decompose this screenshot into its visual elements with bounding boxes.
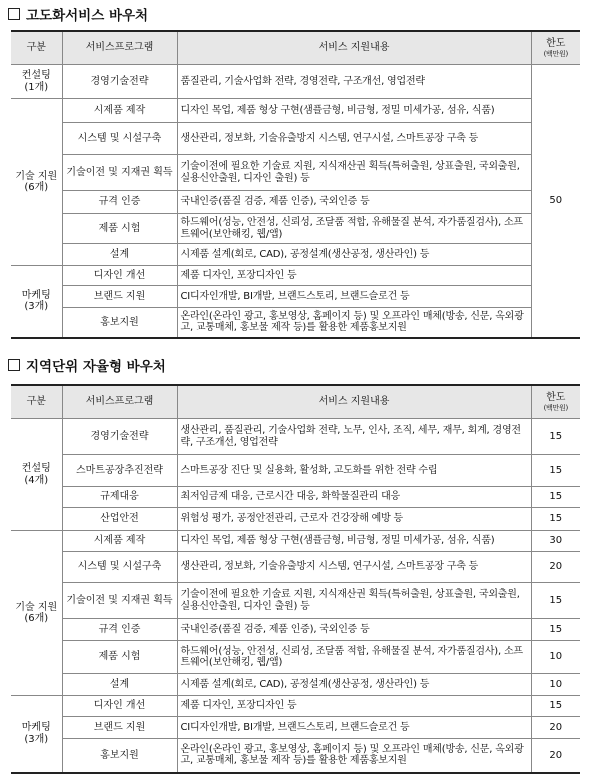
program-cell: 제품 시험 — [62, 641, 177, 674]
checkbox-square-icon — [8, 359, 20, 371]
table-row — [11, 531, 580, 552]
group-cell — [11, 696, 62, 773]
content-cell: CI디자인개발, BI개발, 브랜드스토리, 브랜드슬로건 등 — [177, 286, 531, 308]
content-cell: 디자인 목업, 제품 형상 구현(샘플금형, 비금형, 정밀 미세가공, 섬유, 식품) — [177, 531, 531, 552]
content-cell: 온라인(온라인 광고, 홍보영상, 홈페이지 등) 및 오프라인 매체(방송, 신문, 옥외광고, 교통매체, 홍보물 제작 등)를 활용한 제품홍보지원 — [177, 308, 531, 338]
section-title-text: 고도화서비스 바우처 — [26, 8, 149, 24]
group-name: 컨설팅 — [21, 463, 51, 474]
table-row — [11, 419, 580, 455]
group-count: (1개) — [24, 81, 49, 93]
limit-cell: 20 — [531, 552, 580, 583]
advanced-voucher-table — [11, 30, 580, 339]
program-cell: 디자인 개선 — [62, 266, 177, 286]
program-cell: 제품 시험 — [62, 214, 177, 244]
table-row — [11, 455, 580, 487]
limit-cell: 15 — [531, 508, 580, 531]
limit-cell: 15 — [531, 583, 580, 619]
content-cell: 기술이전에 필요한 기술료 지원, 지식재산권 획득(특허출원, 상표출원, 국외출원, 실용신안출원, 디자인 출원) 등 — [177, 155, 531, 191]
program-cell: 규격 인증 — [62, 619, 177, 641]
program-cell: 시제품 제작 — [62, 99, 177, 123]
program-cell: 기술이전 및 지재권 획득 — [62, 155, 177, 191]
content-cell: 제품 디자인, 포장디자인 등 — [177, 696, 531, 717]
group-name: 마케팅 — [21, 722, 51, 734]
table-row — [11, 717, 580, 739]
limit-cell: 15 — [531, 487, 580, 508]
program-cell: 규제대응 — [62, 487, 177, 508]
header-category: 구분 — [11, 31, 62, 65]
content-cell: 제품 디자인, 포장디자인 등 — [177, 266, 531, 286]
group-cell — [11, 99, 62, 266]
header-program: 서비스프로그램 — [62, 385, 177, 419]
table-row — [11, 65, 580, 99]
program-cell: 시제품 제작 — [62, 531, 177, 552]
table-row — [11, 619, 580, 641]
table-row — [11, 641, 580, 674]
program-cell: 홍보지원 — [62, 739, 177, 773]
group-count: (6개) — [24, 613, 49, 624]
program-cell: 브랜드 지원 — [62, 286, 177, 308]
group-count: (4개) — [24, 474, 49, 486]
header-content: 서비스 지원내용 — [177, 31, 531, 65]
group-count: (3개) — [24, 301, 49, 313]
limit-cell: 30 — [531, 531, 580, 552]
regional-voucher-table — [11, 384, 580, 774]
header-category: 구분 — [11, 385, 62, 419]
limit-cell: 10 — [531, 674, 580, 696]
header-limit — [531, 31, 580, 65]
table-row — [11, 155, 580, 191]
header-content: 서비스 지원내용 — [177, 385, 531, 419]
group-cell — [11, 266, 62, 338]
content-cell: 생산관리, 품질관리, 기술사업화 전략, 노무, 인사, 조직, 세무, 재무, 회계, 경영전략, 구조개선, 영업전략 — [177, 419, 531, 455]
table-row — [11, 487, 580, 508]
group-name: 기술 지원 — [15, 170, 58, 182]
program-cell: 시스템 및 시설구축 — [62, 552, 177, 583]
table-row — [11, 99, 580, 123]
header-limit-unit: (백만원) — [543, 49, 568, 58]
content-cell: 온라인(온라인 광고, 홍보영상, 홈페이지 등) 및 오프라인 매체(방송, 신문, 옥외광고, 교통매체, 홍보물 제작 등)를 활용한 제품홍보지원 — [177, 739, 531, 773]
table-row — [11, 552, 580, 583]
table-row — [11, 266, 580, 286]
content-cell: 디자인 목업, 제품 형상 구현(샘플금형, 비금형, 정밀 미세가공, 섬유, 식품) — [177, 99, 531, 123]
table-row — [11, 739, 580, 773]
section-title-advanced-voucher — [8, 4, 148, 24]
group-count: (3개) — [24, 733, 49, 745]
table-row — [11, 308, 580, 338]
group-name: 마케팅 — [21, 289, 51, 301]
content-cell: CI디자인개발, BI개발, 브랜드스토리, 브랜드슬로건 등 — [177, 717, 531, 739]
limit-cell: 15 — [531, 696, 580, 717]
program-cell: 기술이전 및 지재권 획득 — [62, 583, 177, 619]
table-row — [11, 696, 580, 717]
content-cell: 최저임금제 대응, 근로시간 대응, 화학물질관리 대응 — [177, 487, 531, 508]
content-cell: 시제품 설계(회로, CAD), 공정설계(생산공정, 생산라인) 등 — [177, 674, 531, 696]
content-cell: 하드웨어(성능, 안전성, 신뢰성, 조달품 적합, 유해물질 분석, 자가품질검사), 소프트웨어(보안해킹, 웹/앱) — [177, 641, 531, 674]
program-cell: 경영기술전략 — [62, 65, 177, 99]
checkbox-square-icon — [8, 8, 20, 20]
content-cell: 생산관리, 정보화, 기술유출방지 시스템, 연구시설, 스마트공장 구축 등 — [177, 123, 531, 155]
content-cell: 시제품 설계(회로, CAD), 공정설계(생산공정, 생산라인) 등 — [177, 244, 531, 266]
table-header-row — [11, 385, 580, 419]
header-limit — [531, 385, 580, 419]
section-title-regional-voucher — [8, 355, 166, 375]
header-limit-unit: (백만원) — [543, 403, 568, 412]
group-name: 기술 지원 — [15, 601, 58, 613]
program-cell: 스마트공장추진전략 — [62, 455, 177, 487]
table-row — [11, 583, 580, 619]
content-cell: 위험성 평가, 공정안전관리, 근로자 건강장해 예방 등 — [177, 508, 531, 531]
limit-cell: 20 — [531, 739, 580, 773]
program-cell: 디자인 개선 — [62, 696, 177, 717]
group-name: 컨설팅 — [21, 70, 51, 81]
program-cell: 홍보지원 — [62, 308, 177, 338]
limit-cell: 15 — [531, 455, 580, 487]
table-row — [11, 244, 580, 266]
table-row — [11, 286, 580, 308]
table-row — [11, 508, 580, 531]
program-cell: 산업안전 — [62, 508, 177, 531]
header-limit-label: 한도 — [546, 38, 566, 50]
program-cell: 시스템 및 시설구축 — [62, 123, 177, 155]
table-row — [11, 214, 580, 244]
program-cell: 설계 — [62, 674, 177, 696]
limit-cell: 10 — [531, 641, 580, 674]
content-cell: 국내인증(품질 검증, 제품 인증), 국외인증 등 — [177, 619, 531, 641]
content-cell: 생산관리, 정보화, 기술유출방지 시스템, 연구시설, 스마트공장 구축 등 — [177, 552, 531, 583]
table-row — [11, 123, 580, 155]
table-row — [11, 191, 580, 214]
content-cell: 하드웨어(성능, 안전성, 신뢰성, 조달품 적합, 유해물질 분석, 자가품질검사), 소프트웨어(보안해킹, 웹/앱) — [177, 214, 531, 244]
limit-cell: 15 — [531, 419, 580, 455]
group-count: (6개) — [24, 182, 49, 193]
content-cell: 국내인증(품질 검증, 제품 인증), 국외인증 등 — [177, 191, 531, 214]
header-limit-label: 한도 — [546, 392, 566, 404]
content-cell: 기술이전에 필요한 기술료 지원, 지식재산권 획득(특허출원, 상표출원, 국외출원, 실용신안출원, 디자인 출원) 등 — [177, 583, 531, 619]
program-cell: 경영기술전략 — [62, 419, 177, 455]
table-header-row — [11, 31, 580, 65]
content-cell: 품질관리, 기술사업화 전략, 경영전략, 구조개선, 영업전략 — [177, 65, 531, 99]
limit-cell: 20 — [531, 717, 580, 739]
program-cell: 설계 — [62, 244, 177, 266]
program-cell: 브랜드 지원 — [62, 717, 177, 739]
content-cell: 스마트공장 진단 및 실용화, 활성화, 고도화를 위한 전략 수립 — [177, 455, 531, 487]
group-cell — [11, 419, 62, 531]
group-cell — [11, 531, 62, 696]
limit-cell: 50 — [531, 65, 580, 338]
limit-cell: 15 — [531, 619, 580, 641]
program-cell: 규격 인증 — [62, 191, 177, 214]
header-program: 서비스프로그램 — [62, 31, 177, 65]
table-row — [11, 674, 580, 696]
section-title-text: 지역단위 자율형 바우처 — [26, 359, 166, 375]
group-cell — [11, 65, 62, 99]
